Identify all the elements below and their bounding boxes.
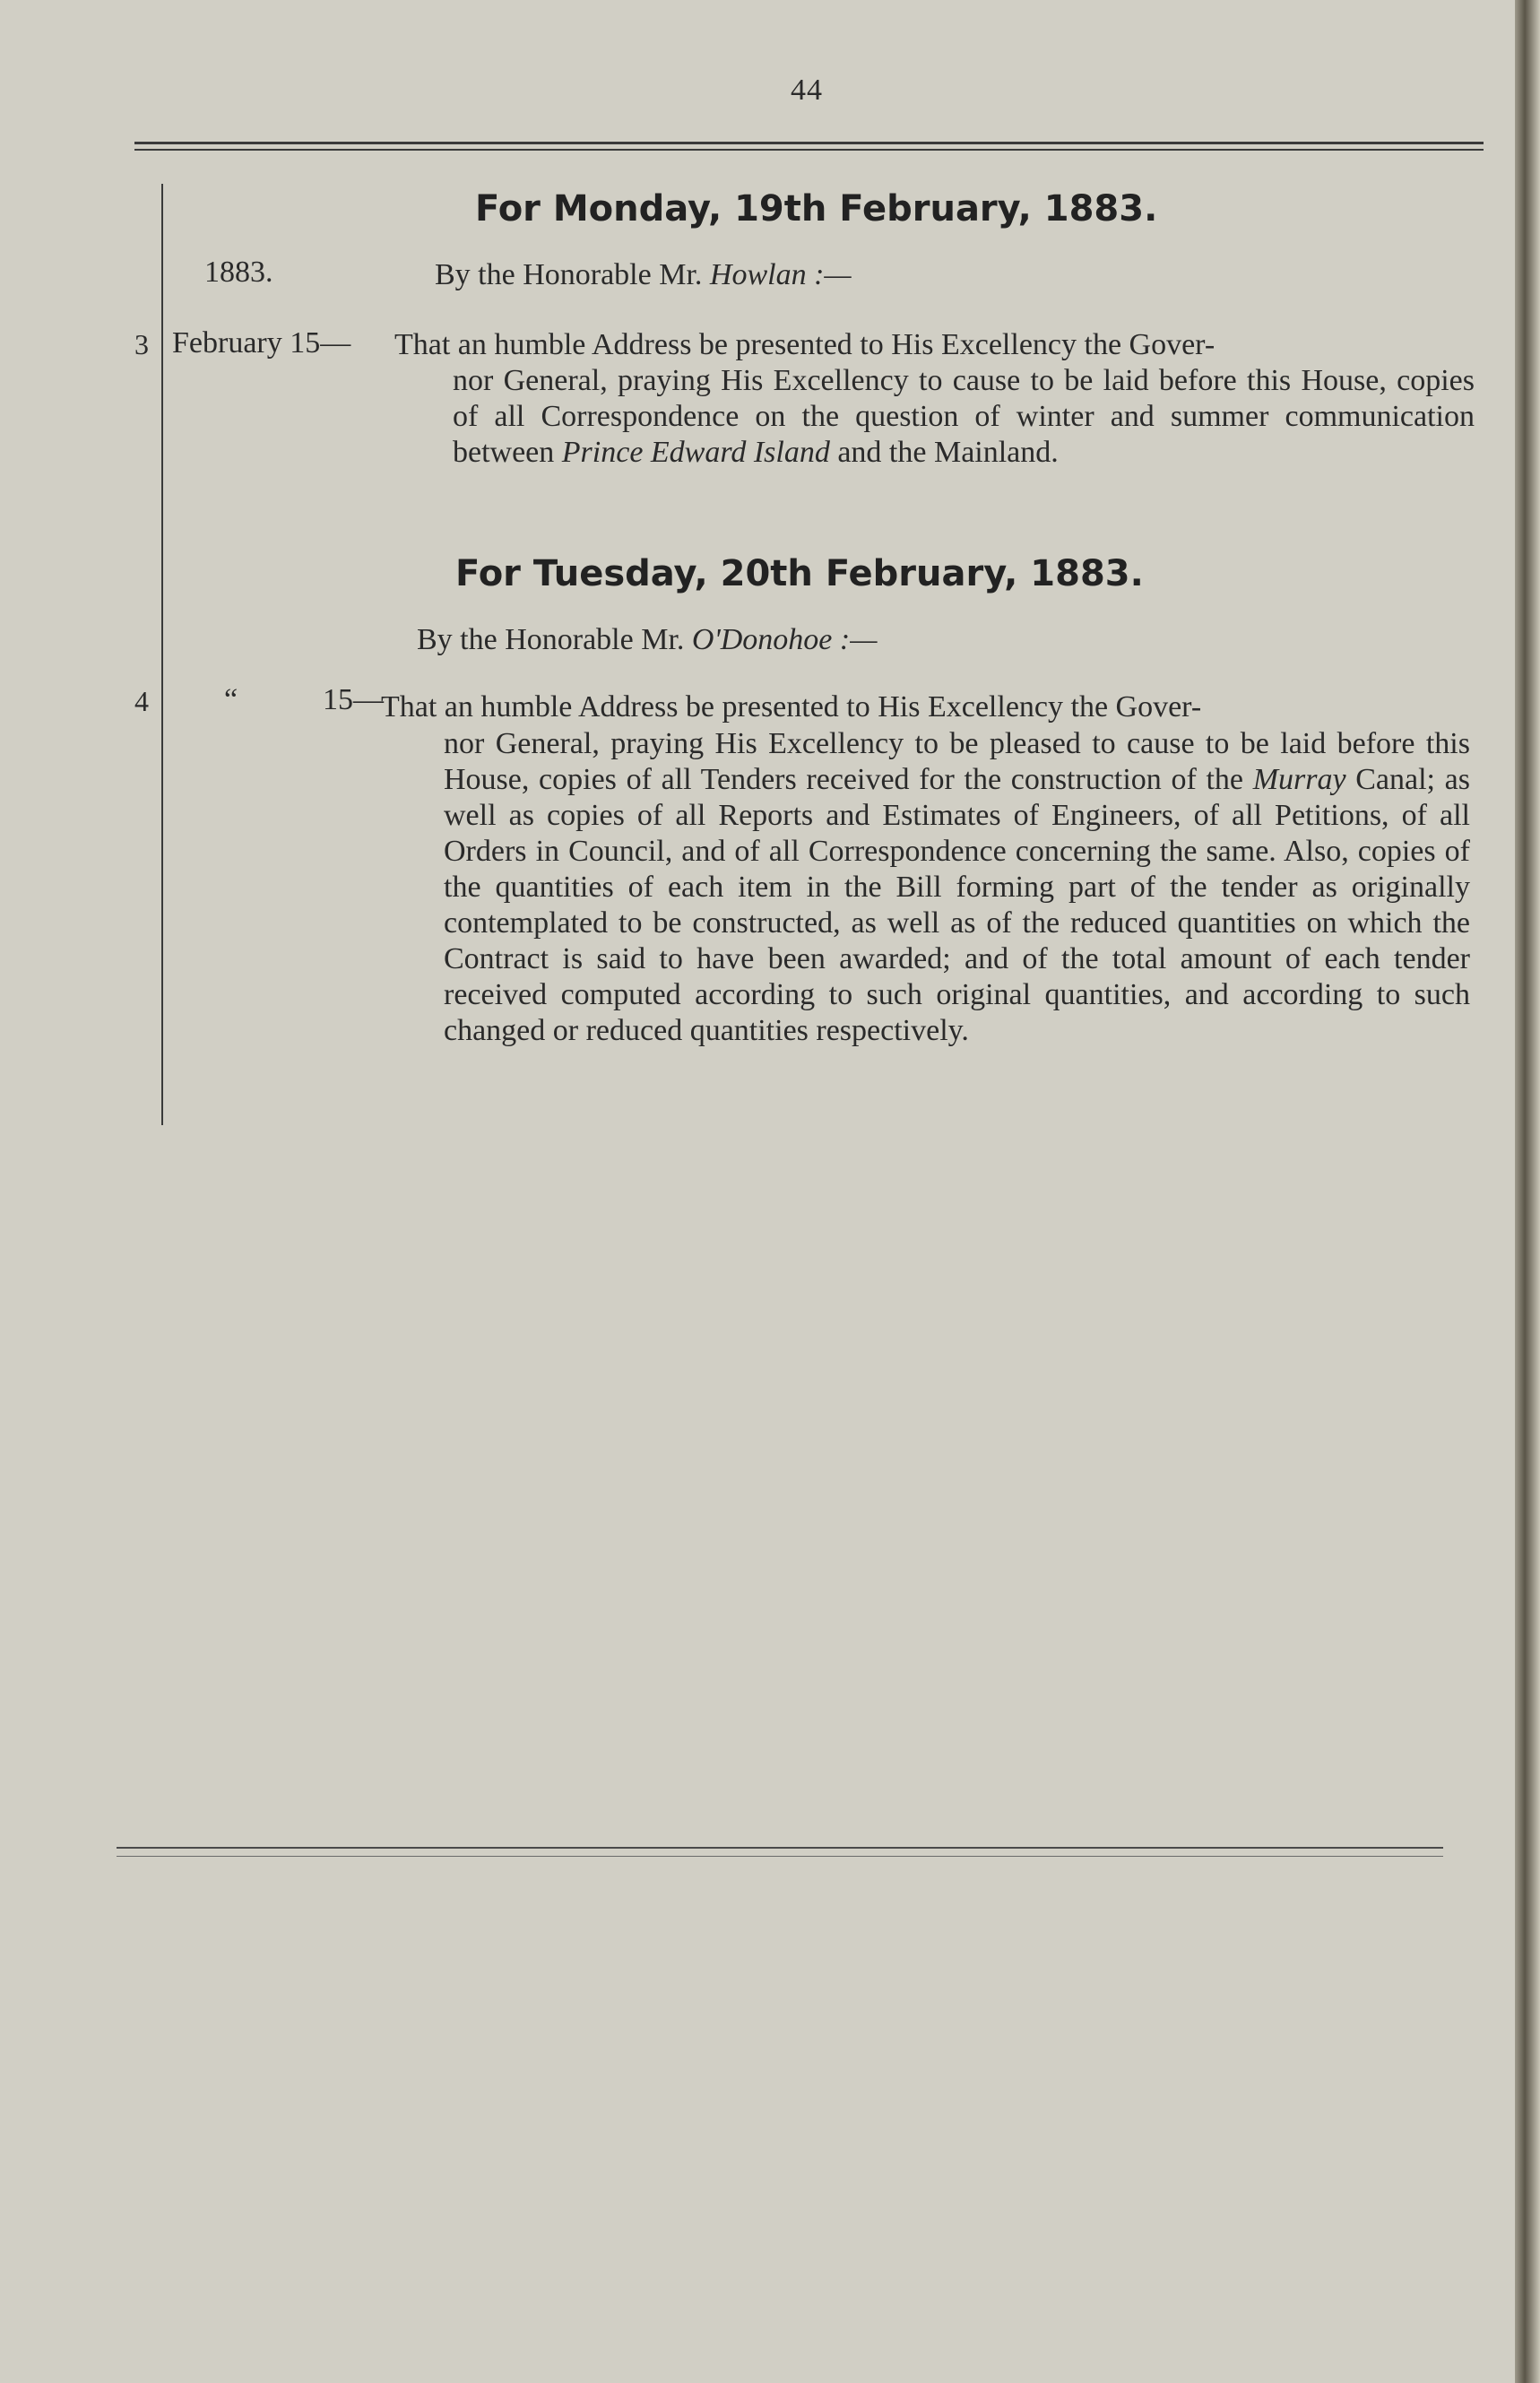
motion-lead-text: That an humble Address be presented to His Excellency the Gover- [394,328,1216,361]
header-rule-secondary [134,149,1484,151]
section-heading-monday: For Monday, 19th February, 1883. [475,188,1158,230]
page-number: 44 [791,74,823,107]
motion-body-text [453,363,1475,471]
page-edge-shadow [1515,0,1540,2383]
motion-body-part: Canal; as well as copies of all Reports and Estimates of Engineers, of all Petitions, of all Orders in Council, and of all Correspondence concerning the same. Also, copies of the quantities of each item in the Bill forming part of the tender as originally contemplated to be constructed, as well as of the reduced quantities on which the Contract is said to have been awarded; and of the total amount of each tender received computed according to such original quantities, and according to such changed or reduced quantities respectively. [444,763,1470,1047]
motion-body-part: and the Mainland. [829,436,1059,469]
motion-date: February 15— [172,326,351,360]
date-ditto-mark: “ [224,683,238,716]
margin-line [161,184,163,1125]
motion-date: 15— [323,683,384,716]
motion-body-text [444,726,1470,1049]
byline-howlan [435,258,852,292]
year-label: 1883. [204,256,273,289]
byline-mover: Howlan :— [709,258,852,291]
byline-odonohoe [417,623,877,657]
byline-prefix: By the Honorable Mr. [417,623,685,656]
footer-rule [117,1847,1443,1849]
byline-prefix: By the Honorable Mr. [435,258,703,291]
section-heading-tuesday: For Tuesday, 20th February, 1883. [455,553,1144,594]
header-rule [134,142,1484,144]
motion-lead-text: That an humble Address be presented to His Excellency the Gover- [381,690,1202,724]
motion-body-italic: Prince Edward Island [561,436,830,469]
motion-body-part: nor General, praying His Excellency to cause to be laid before this House, copies of all Correspondence on the question of winter and summer communication between [453,364,1475,469]
byline-mover: O'Donohoe :— [691,623,878,656]
motion-body-italic: Murray [1252,763,1346,796]
motion-body-part: nor General, praying His Excellency to be pleased to cause to be laid before this House, copies of all Tenders received for the construction of the [444,727,1470,796]
motion-number: 4 [134,685,149,717]
motion-number: 3 [134,328,149,360]
footer-rule-secondary [117,1856,1443,1857]
